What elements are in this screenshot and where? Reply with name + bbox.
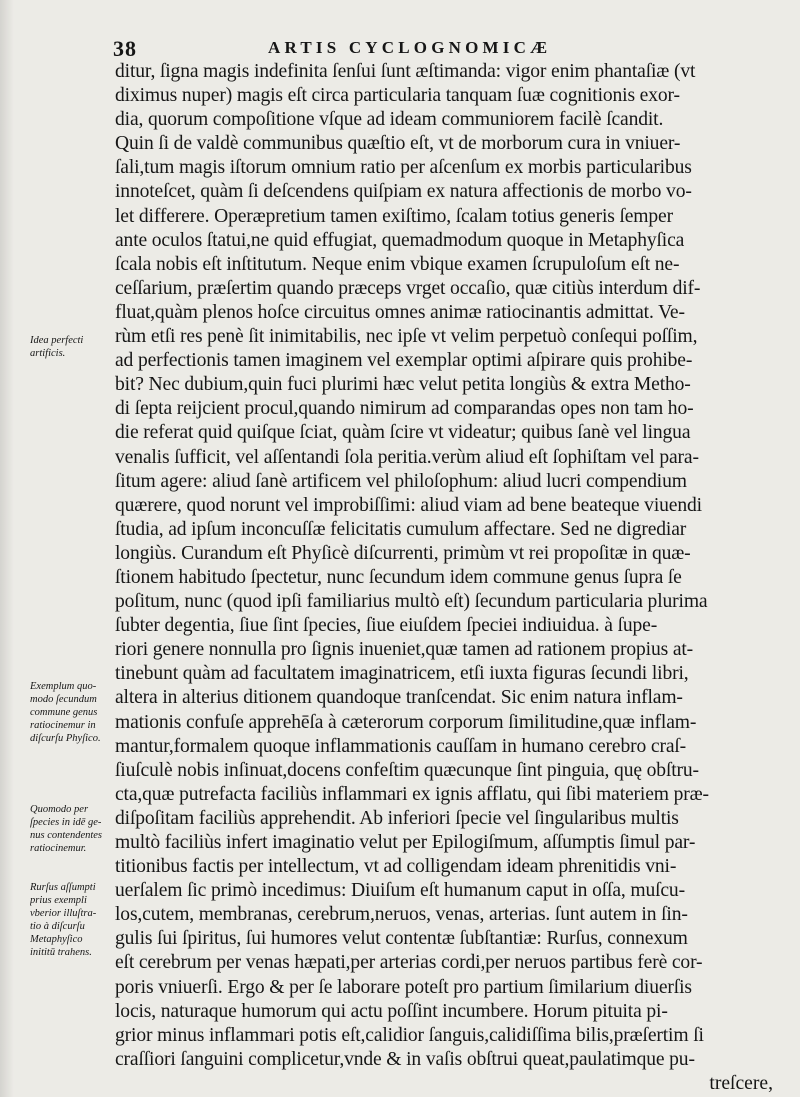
page-edge-shadow xyxy=(0,0,14,1097)
text-line: mationis confuſe apprehēſa à cæterorum corporum ſimilitudine,quæ inflam- xyxy=(115,711,697,733)
text-line: altera in alterius ditionem quandoque tranſcendat. Sic enim natura inflam- xyxy=(115,687,683,709)
text-line: riori genere nonnulla pro ſignis inueniet,quæ tamen ad rationem propius at- xyxy=(115,639,694,661)
marginal-note-line: tio à diſcurſu xyxy=(30,921,85,932)
marginal-note-line: Idea perfecti xyxy=(30,335,84,346)
catchword: treſcere, xyxy=(709,1072,773,1094)
text-line: multò faciliùs infert imaginatio velut per Epilogiſmum, aſſumptis ſimul par- xyxy=(115,832,696,853)
page-number: 38 xyxy=(113,36,137,61)
text-line: dia, quorum compoſitione vſque ad ideam communiorem facilè ſcandit. xyxy=(115,109,664,131)
text-line: ad perfectionis tamen imaginem vel exemplar optimi aſpirare quis prohibe- xyxy=(115,350,693,372)
text-line: let differere. Operæpretium tamen exiſtimo, ſcalam totius generis ſemper xyxy=(115,205,673,227)
text-line: fluat,quàm plenos hoſce circuitus omnes animæ ratiocinantis admittat. Ve- xyxy=(115,301,685,323)
text-line: die referat quid quiſque ſciat, quàm ſcire vt videatur; quibus ſanè vel lingua xyxy=(115,422,691,444)
text-line: Quin ſi de valdè communibus quæſtio eſt, vt de morborum cura in vniuer- xyxy=(115,133,681,155)
text-line: titionibus factis per intellectum, vt ad colligendam ideam phrenitidis vni- xyxy=(115,856,677,878)
marginal-note-line: prius exempli xyxy=(30,895,87,906)
text-line: uerſalem ſic primò incedimus: Diuiſum eſt humanum caput in oſſa, muſcu- xyxy=(115,880,685,902)
text-line: ceſſarium, præſertim quando præceps vrget occaſio, quæ citiùs interdum dif- xyxy=(115,277,701,299)
text-line: diſpoſitam faciliùs apprehendit. Ab inferiori ſpecie vel ſingularibus multis xyxy=(115,807,679,829)
marginal-note-line: ratiocinemur. xyxy=(30,843,87,854)
marginal-note-line: ſpecies in idē ge- xyxy=(30,817,102,828)
marginal-note-line: artificis. xyxy=(30,348,66,359)
marginal-note-line: ratiocinemur in xyxy=(30,720,96,731)
running-head: ARTIS CYCLOGNOMICÆ xyxy=(268,38,552,57)
text-line: cta,quæ putrefacta faciliùs inflammari ex ignis afflatu, qui ſibi materiem præ- xyxy=(115,783,709,805)
marginal-note-line: diſcurſu Phyſico. xyxy=(30,733,101,744)
marginal-note-line: nus contendentes xyxy=(30,830,103,841)
marginal-note-line: commune genus xyxy=(30,707,98,718)
text-line: ditur, ſigna magis indefinita ſenſui ſunt æſtimanda: vigor enim phantaſiæ (vt xyxy=(115,61,696,82)
text-line: quærere, quod norunt vel improbiſſimi: aliud viam ad bene beateque viuendi xyxy=(115,494,702,516)
marginal-note-quomodo xyxy=(30,803,116,855)
text-line: tinebunt quàm ad facultatem imaginatricem, etſi iuxta figuras ſecundi libri, xyxy=(115,663,689,685)
text-line: locis, naturaque humorum qui actu poſſint incumbere. Horum pituita pi- xyxy=(115,1000,668,1022)
text-line: longiùs. Curandum eſt Phyſicè diſcurrenti, primùm vt rei propoſitæ in quæ- xyxy=(115,542,691,564)
marginal-note-line: Metaphyſico xyxy=(30,934,83,945)
text-line: innoteſcet, quàm ſi deſcendens quiſpiam ex natura affectionis de morbo vo- xyxy=(115,181,692,203)
marginal-note-exemplum xyxy=(30,680,116,745)
main-text-block xyxy=(115,60,773,1096)
text-line: craſſiori ſanguini complicetur,vnde & in vaſis obſtrui queat,paulatimque pu- xyxy=(115,1048,695,1070)
text-line: ſubter degentia, ſiue ſint ſpecies, ſiue eiuſdem ſpeciei indiuidua. à ſupe- xyxy=(115,615,658,637)
marginal-note-line: inititū trahens. xyxy=(30,947,92,958)
marginal-note-line: Rurſus aſſumpti xyxy=(30,882,96,893)
text-line: ſitum agere: aliud ſanè artificem vel philoſophum: aliud lucri compendium xyxy=(115,470,687,492)
text-line: venalis ſufficit, vel aſſentandi ſola peritia.verùm aliud eſt ſophiſtam vel para- xyxy=(115,446,699,468)
marginal-note-rursus xyxy=(30,881,116,959)
text-line: rùm etſi res penè ſit inimitabilis, nec ipſe vt velim perpetuò conſequi poſſim, xyxy=(115,326,698,348)
marginal-note-line: Exemplum quo- xyxy=(30,681,97,692)
text-line: ſtionem habitudo ſpectetur, nunc ſecundum idem commune genus ſupra ſe xyxy=(115,566,682,588)
text-line: eſt cerebrum per venas hæpati,per arterias cordi,per neruos partibus ferè cor- xyxy=(115,952,703,974)
text-line: ſtudia, ad ipſum inconcuſſæ felicitatis cumulum affectare. Sed ne digrediar xyxy=(115,518,687,540)
text-line: di ſepta reijcient procul,quando nimirum ad comparandas opes non tam ho- xyxy=(115,398,694,420)
text-line: diximus nuper) magis eſt circa particularia tanquam ſuæ cognitionis exor- xyxy=(115,85,680,107)
text-line: ſiuſculè nobis inſinuat,docens confeſtim quæcunque ſint pinguia, quę obſtru- xyxy=(115,759,699,781)
marginal-note-line: Quomodo per xyxy=(30,804,89,815)
marginal-note-line: vberior illuſtra- xyxy=(30,908,97,919)
text-line: mantur,formalem quoque inflammationis cauſſam in humano cerebro craſ- xyxy=(115,735,687,757)
text-line: poris vniuerſi. Ergo & per ſe laborare poteſt pro partium ſimilarium diuerſis xyxy=(115,976,692,998)
text-line: ſcala nobis eſt inſtitutum. Neque enim vbique examen ſcrupuloſum eſt ne- xyxy=(115,253,680,275)
marginal-note-line: modo ſecundum xyxy=(30,694,97,705)
text-line: ante oculos ſtatui,ne quid effugiat, quemadmodum quoque in Metaphyſica xyxy=(115,229,685,251)
text-line: ſali,tum magis iſtorum omnium ratio per aſcenſum ex morbis particularibus xyxy=(115,157,692,179)
text-line: los,cutem, membranas, cerebrum,neruos, venas, arterias. ſunt autem in ſin- xyxy=(115,904,688,926)
text-line: poſitum, nunc (quod ipſi familiarius multò eſt) ſecundum particularia plurima xyxy=(115,591,708,613)
text-line: bit? Nec dubium,quin fuci plurimi hæc velut petita longiùs & extra Metho- xyxy=(115,374,691,396)
text-line: gulis ſui ſpiritus, ſui humores velut contentæ ſubſtantiæ: Rurſus, connexum xyxy=(115,928,688,950)
marginal-note-idea xyxy=(30,334,116,360)
text-line: grior minus inflammari potis eſt,calidior ſanguis,calidiſſima bilis,præſertim ſi xyxy=(115,1024,704,1046)
